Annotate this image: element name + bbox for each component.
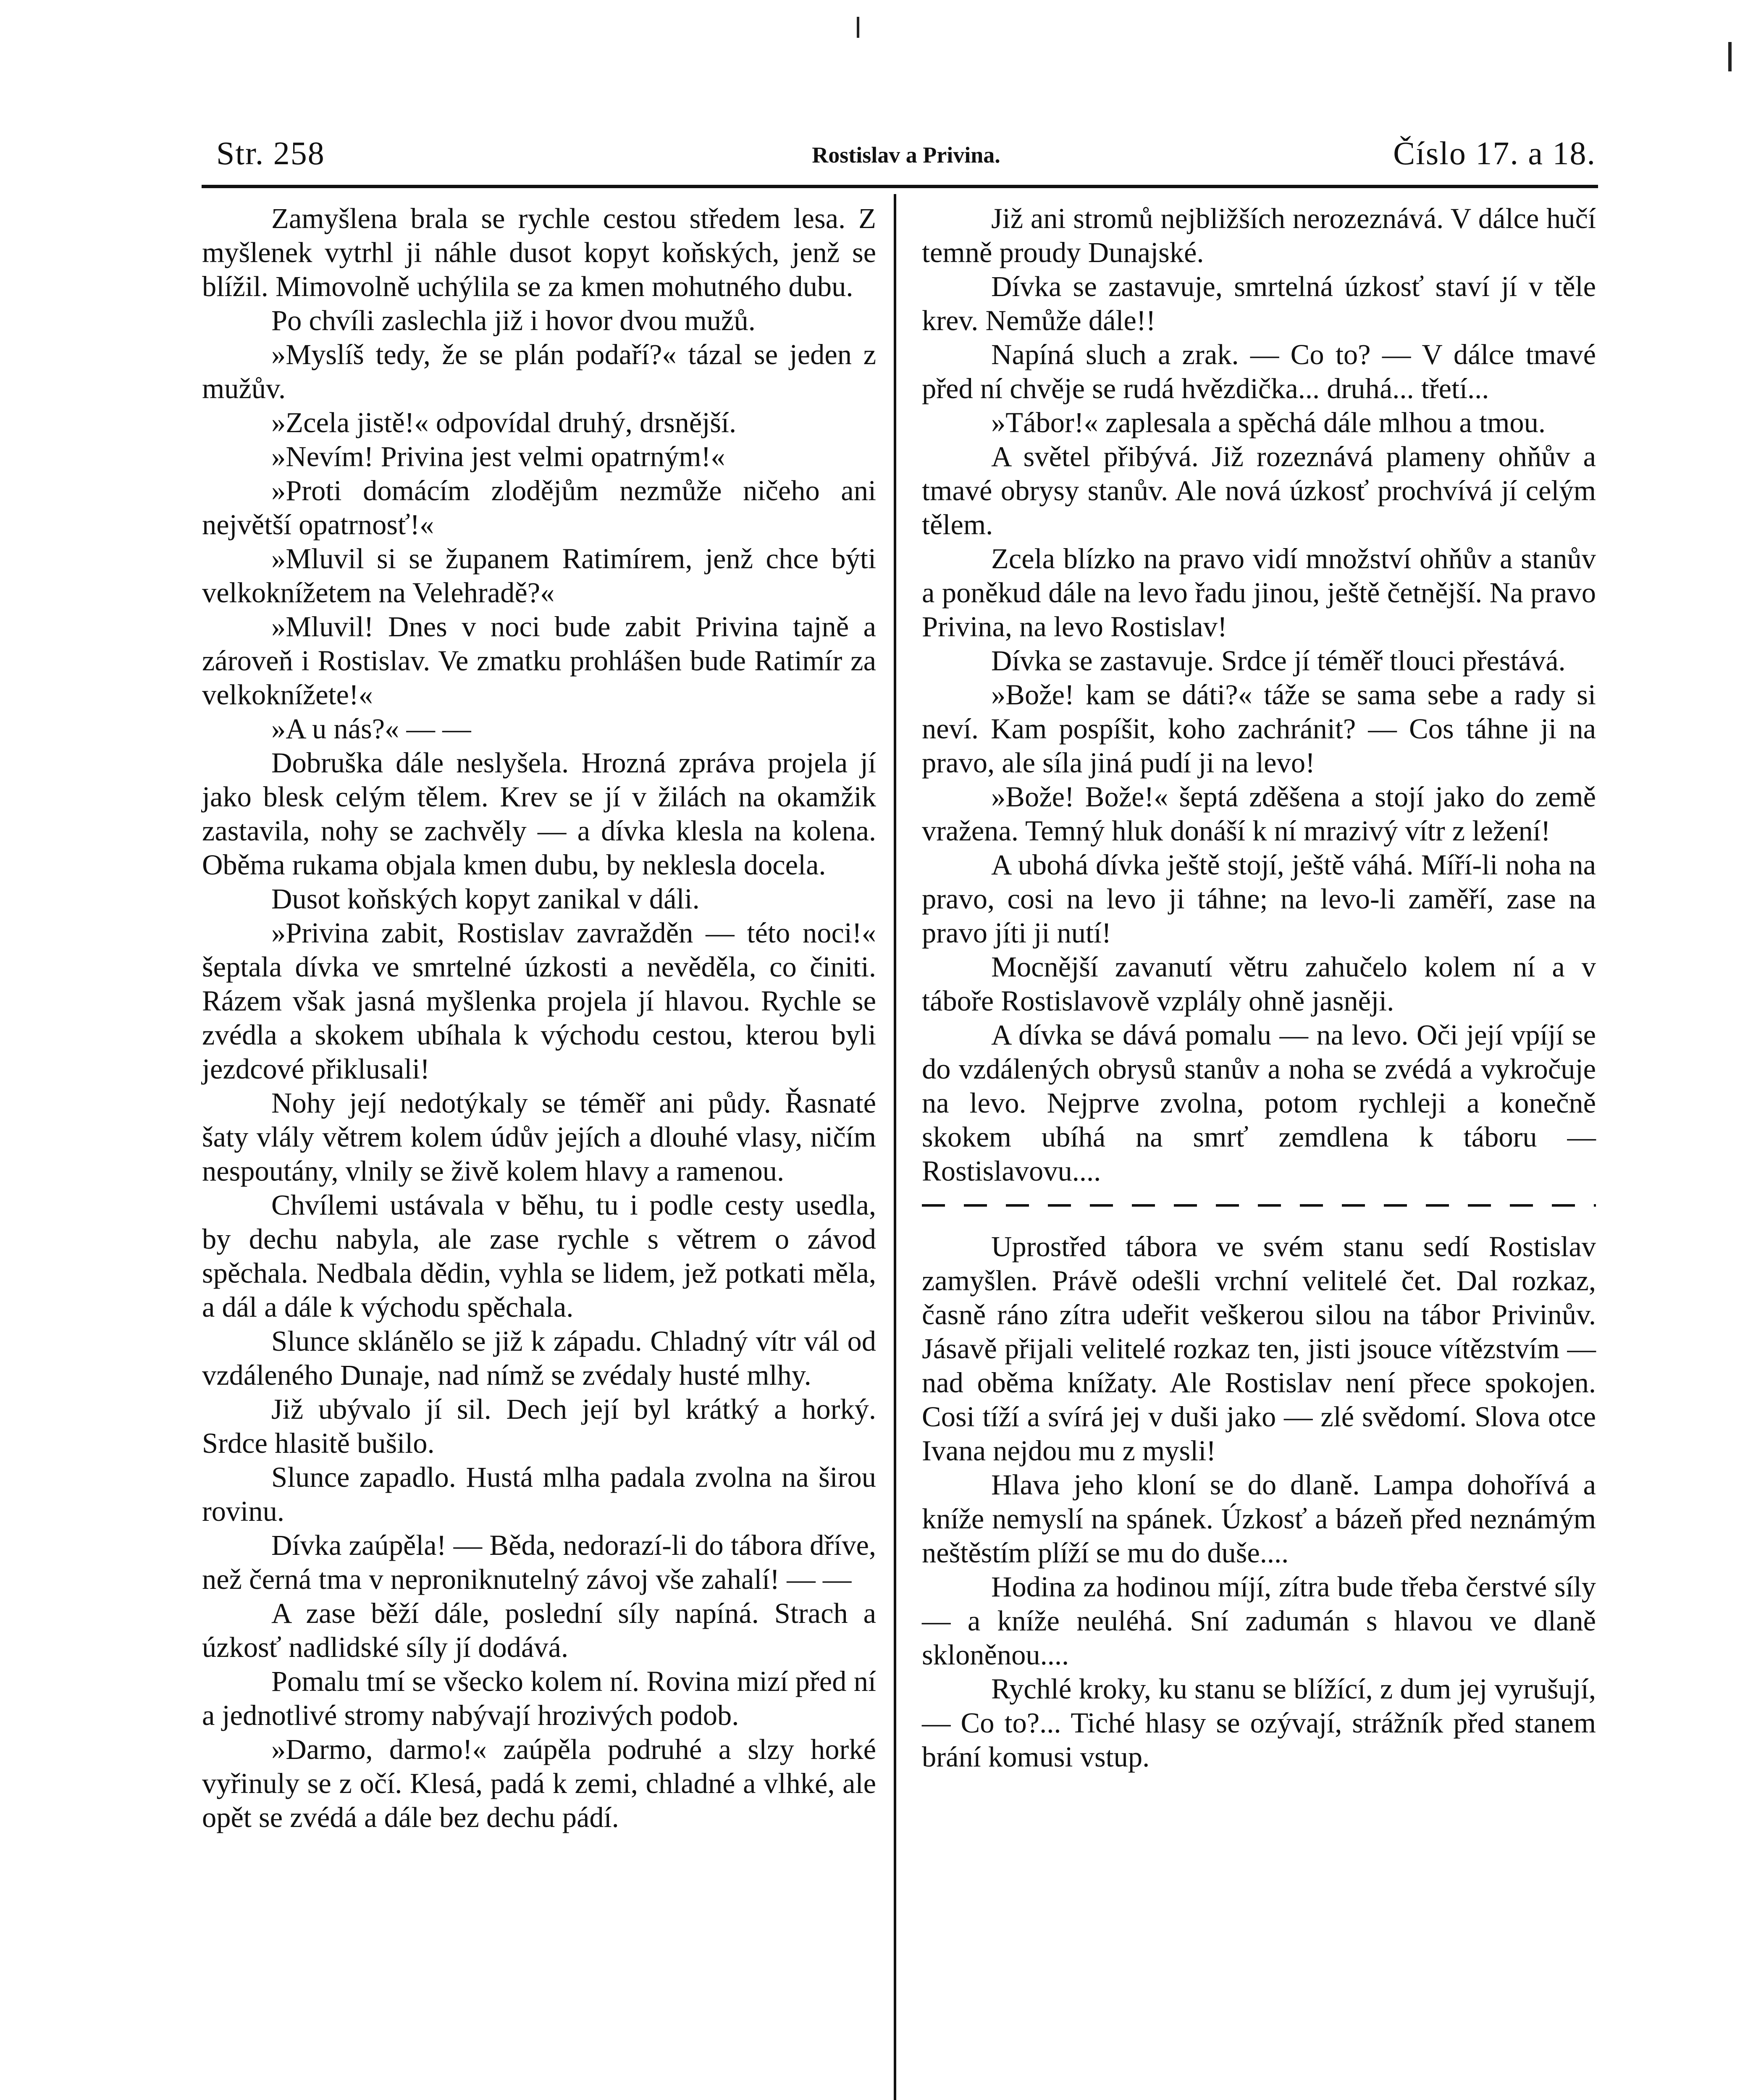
paragraph: Uprostřed tábora ve svém stanu sedí Rostislav zamyšlen. Právě odešli vrchní velitelé čet. Dal rozkaz, časně ráno zítra udeřit veškerou silou na tábor Privinův. Jásavě přijali velitelé rozkaz ten, jisti jsouce vítězstvím — nad oběma knížaty. Ale Rostislav není přece spokojen. Cosi tíží a svírá jej v duši jako — zlé svědomí. Slova otce Ivana nejdou mu z mysli! bbox=[922, 1231, 1596, 1467]
paragraph: »Tábor!« zaplesala a spěchá dále mlhou a tmou. bbox=[991, 407, 1546, 438]
print-mark bbox=[857, 17, 859, 38]
paragraph: Slunce zapadlo. Hustá mlha padala zvolna na širou rovinu. bbox=[202, 1461, 876, 1527]
paragraph: »Mluvil! Dnes v noci bude zabit Privina tajně a zároveň i Rostislav. Ve zmatku prohlášen bude Ratimír za velkoknížete!« bbox=[202, 611, 876, 711]
paragraph: Dívka se zastavuje, smrtelná úzkosť staví jí v těle krev. Nemůže dále!! bbox=[922, 270, 1596, 336]
paragraph: Mocnější zavanutí větru zahučelo kolem ní a v táboře Rostislavově vzplály ohně jasněji. bbox=[922, 951, 1596, 1017]
paragraph: Rychlé kroky, ku stanu se blížící, z dum jej vyrušují, — Co to?... Tiché hlasy se ozývají, strážník před stanem brání komusi vstup. bbox=[922, 1673, 1596, 1773]
paragraph: »Bože! kam se dáti?« táže se sama sebe a rady si neví. Kam pospíšit, koho zachránit? — Cos táhne ji na pravo, ale síla jiná pudí ji na levo! bbox=[922, 679, 1596, 779]
paragraph: Chvílemi ustávala v běhu, tu i podle cesty usedla, by dechu nabyla, ale zase rychle s větrem o závod spěchala. Nedbala dědin, vyhla se lidem, jež potkati měla, a dál a dále k východu spěchala. bbox=[202, 1189, 876, 1323]
header-rule bbox=[202, 185, 1598, 188]
paragraph: A zase běží dále, poslední síly napíná. Strach a úzkosť nadlidské síly jí dodává. bbox=[202, 1597, 876, 1663]
paragraph: »Darmo, darmo!« zaúpěla podruhé a slzy horké vyřinuly se z očí. Klesá, padá k zemi, chladné a vlhké, ale opět se zvédá a dále bez dechu pádí. bbox=[202, 1733, 876, 1833]
paragraph: Dusot koňských kopyt zanikal v dáli. bbox=[271, 883, 700, 915]
section-separator bbox=[922, 1188, 1596, 1222]
paragraph: »Myslíš tedy, že se plán podaří?« tázal se jeden z mužův. bbox=[202, 339, 876, 404]
paragraph: Nohy její nedotýkaly se téměř ani půdy. Řasnaté šaty vlály větrem kolem údův jejích a dlouhé vlasy, ničím nespoutány, vlnily se živě kolem hlavy a ramenou. bbox=[202, 1087, 876, 1187]
page-number: Str. 258 bbox=[216, 135, 325, 171]
paragraph: Již ubývalo jí sil. Dech její byl krátký a horký. Srdce hlasitě bušilo. bbox=[202, 1393, 876, 1459]
paragraph: Hlava jeho kloní se do dlaně. Lampa dohořívá a kníže nemyslí na spánek. Úzkosť a bázeň před neznámým neštěstím plíží se mu do duše.... bbox=[922, 1469, 1596, 1569]
paragraph: Po chvíli zaslechla již i hovor dvou mužů. bbox=[271, 304, 756, 336]
paragraph: Hodina za hodinou míjí, zítra bude třeba čerstvé síly — a kníže neuléhá. Sní zadumán s hlavou ve dlaně skloněnou.... bbox=[922, 1571, 1596, 1671]
paragraph: A ubohá dívka ještě stojí, ještě váhá. Míří-li noha na pravo, cosi na levo ji táhne; na levo-li zaměří, zase na pravo jíti ji nutí! bbox=[922, 849, 1596, 949]
paragraph: »Nevím! Privina jest velmi opatrným!« bbox=[271, 441, 725, 472]
right-column bbox=[922, 202, 1596, 1774]
paragraph: Zcela blízko na pravo vidí množství ohňův a stanův a poněkud dále na levo řadu jinou, ještě četnější. Na pravo Privina, na levo Rostislav! bbox=[922, 543, 1596, 643]
paragraph: Dívka se zastavuje. Srdce jí téměř tlouci přestává. bbox=[991, 645, 1566, 677]
page-header bbox=[216, 134, 1596, 189]
corner-mark bbox=[1728, 42, 1732, 71]
paragraph: Dobruška dále neslyšela. Hrozná zpráva projela jí jako blesk celým tělem. Krev se jí v žilách na okamžik zastavila, nohy se zachvěly — a dívka klesla na kolena. Oběma rukama objala kmen dubu, by neklesla docela. bbox=[202, 747, 876, 881]
paragraph: Již ani stromů nejbližších nerozeznává. V dálce hučí temně proudy Dunajské. bbox=[922, 202, 1596, 268]
paragraph: Zamyšlena brala se rychle cestou středem lesa. Z myšlenek vytrhl ji náhle dusot kopyt koňských, jenž se blížil. Mimovolně uchýlila se za kmen mohutného dubu. bbox=[202, 202, 876, 302]
column-divider bbox=[894, 194, 896, 2100]
paragraph: »Proti domácím zlodějům nezmůže ničeho ani největší opatrnosť!« bbox=[202, 475, 876, 541]
paragraph: Dívka zaúpěla! — Běda, nedorazí-li do tábora dříve, než černá tma v neproniknutelný závoj vše zahalí! — — bbox=[202, 1529, 876, 1595]
issue-number: Číslo 17. a 18. bbox=[1393, 135, 1596, 171]
paragraph: »A u nás?« — — bbox=[271, 713, 471, 745]
paragraph: A dívka se dává pomalu — na levo. Oči její vpíjí se do vzdálených obrysů stanův a noha se zvédá a vykročuje na levo. Nejprve zvolna, potom rychleji a konečně skokem ubíhá na smrť zemdlena k táboru — Rostislavovu.... bbox=[922, 1019, 1596, 1187]
paragraph: Napíná sluch a zrak. — Co to? — V dálce tmavé před ní chvěje se rudá hvězdička... druhá... třetí... bbox=[922, 339, 1596, 404]
running-title: Rostislav a Privina. bbox=[812, 142, 1000, 168]
paragraph: »Privina zabit, Rostislav zavražděn — této noci!« šeptala dívka ve smrtelné úzkosti a nevěděla, co činiti. Rázem však jasná myšlenka projela jí hlavou. Rychle se zvédla a skokem ubíhala k východu cestou, kterou byli jezdcové přiklusali! bbox=[202, 917, 876, 1085]
paragraph: A světel přibývá. Již rozeznává plameny ohňův a tmavé obrysy stanův. Ale nová úzkosť prochvívá jí celým tělem. bbox=[922, 441, 1596, 541]
paragraph: »Bože! Bože!« šeptá zděšena a stojí jako do země vražena. Temný hluk donáší k ní mrazivý vítr z ležení! bbox=[922, 781, 1596, 847]
paragraph: »Mluvil si se županem Ratimírem, jenž chce býti velkoknížetem na Velehradě?« bbox=[202, 543, 876, 609]
paragraph: Pomalu tmí se všecko kolem ní. Rovina mizí před ní a jednotlivé stromy nabývají hrozivých podob. bbox=[202, 1665, 876, 1731]
left-column bbox=[202, 202, 876, 1835]
paragraph: »Zcela jistě!« odpovídal druhý, drsnější. bbox=[271, 407, 737, 438]
paragraph: Slunce sklánělo se již k západu. Chladný vítr vál od vzdáleného Dunaje, nad nímž se zvédaly husté mlhy. bbox=[202, 1325, 876, 1391]
